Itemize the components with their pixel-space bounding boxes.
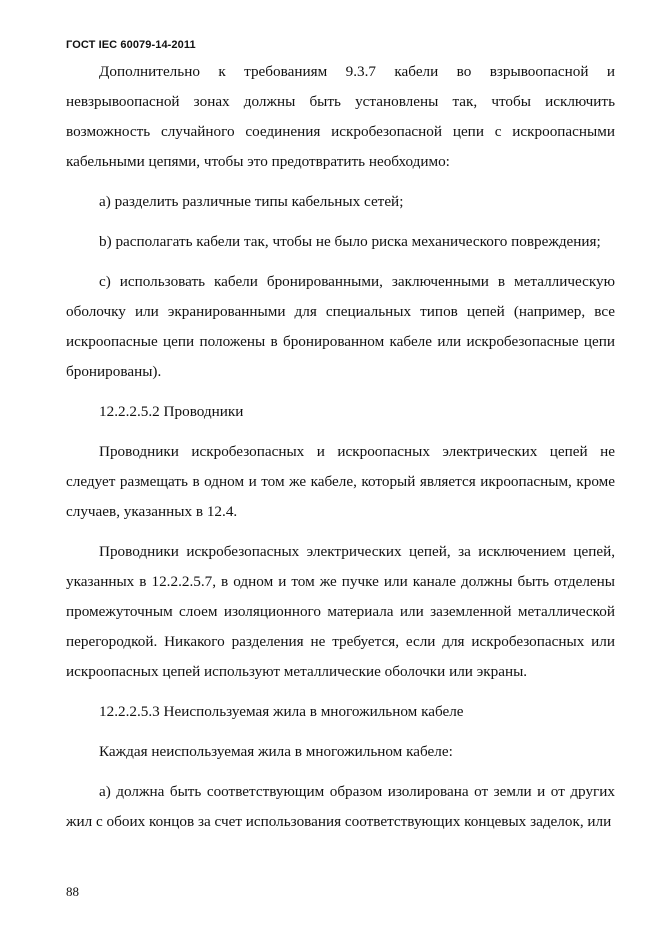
list-item-c: с) использовать кабели бронированными, заключенными в металлическую оболочку или экранированными для специальных типов цепей (например, все искроопасные цепи положены в бронированном кабеле или искробезопасные цепи бронированы).	[66, 273, 615, 380]
page-number: 88	[66, 884, 79, 899]
document-body	[66, 57, 615, 847]
paragraph-additional-requirements: Дополнительно к требованиям 9.3.7 кабели во взрывоопасной и невзрывоопасной зонах должны быть установлены так, чтобы исключить возможность случайного соединения искробезопасной цепи с искроопасными кабельными цепями, чтобы это предотвратить необходимо:	[66, 63, 615, 170]
list-item-b: b) располагать кабели так, чтобы не было риска механического повреждения;	[99, 233, 601, 250]
section-heading-unused-core: 12.2.2.5.3 Неиспользуемая жила в многожильном кабеле	[99, 703, 464, 720]
paragraph-conductors-1: Проводники искробезопасных и искроопасных электрических цепей не следует размещать в одном и том же кабеле, который является икроопасным, кроме случаев, указанных в 12.4.	[66, 443, 615, 520]
list-item-a: а) разделить различные типы кабельных сетей;	[99, 193, 404, 210]
section-heading-conductors: 12.2.2.5.2 Проводники	[99, 403, 244, 420]
document-header: ГОСТ IEC 60079-14-2011	[66, 39, 196, 51]
paragraph-unused-core-intro: Каждая неиспользуемая жила в многожильном кабеле:	[99, 743, 453, 760]
list-item-unused-core-a: а) должна быть соответствующим образом изолирована от земли и от других жил с обоих концов за счет использования соответствующих концевых заделок, или	[66, 783, 615, 830]
paragraph-conductors-2: Проводники искробезопасных электрических цепей, за исключением цепей, указанных в 12.2.2.5.7, в одном и том же пучке или канале должны быть отделены промежуточным слоем изоляционного материала или заземленной металлической перегородкой. Никакого разделения не требуется, если для искробезопасных или искроопасных цепей используют металлические оболочки или экраны.	[66, 543, 615, 680]
